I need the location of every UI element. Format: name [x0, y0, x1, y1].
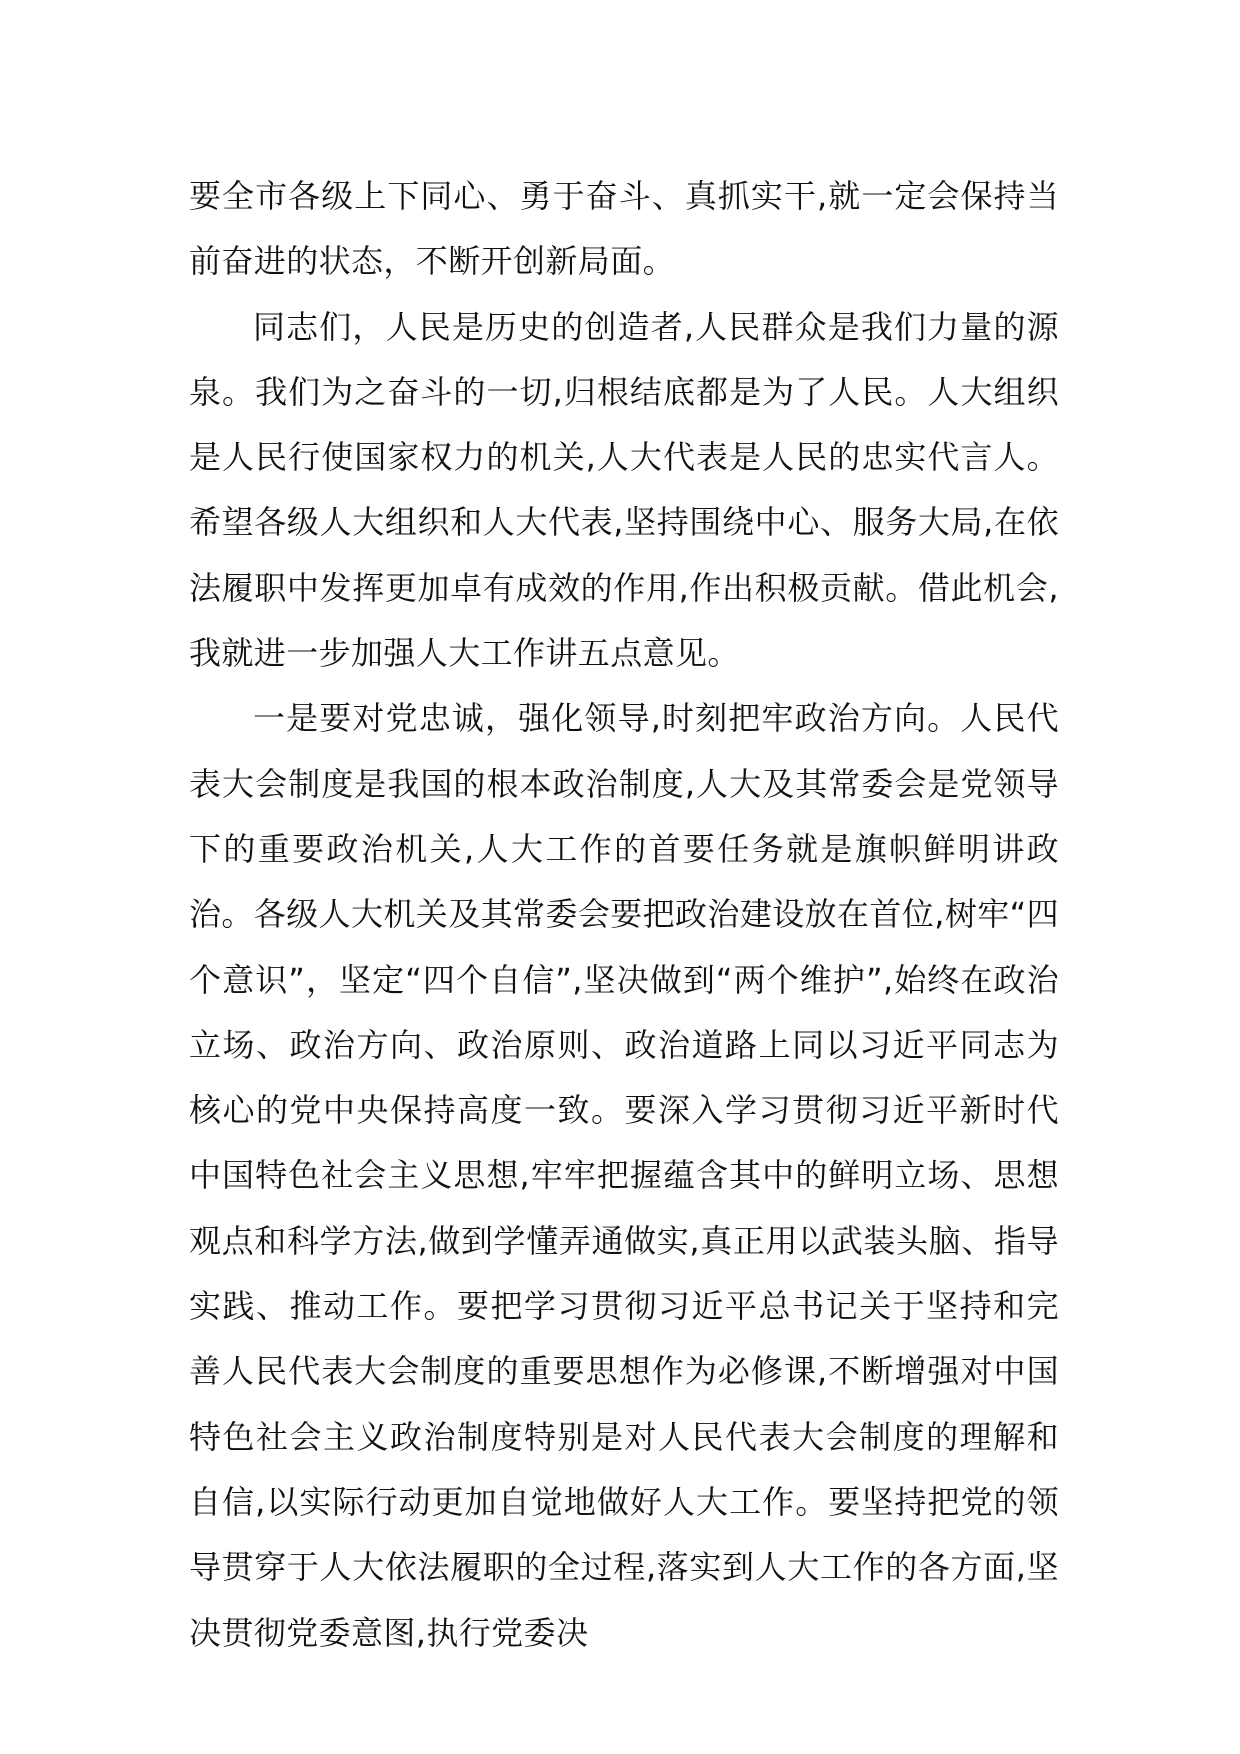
document-body	[189, 164, 1059, 1666]
paragraph-3: 一是要对党忠诚，强化领导,时刻把牢政治方向。人民代表大会制度是我国的根本政治制度,人大及其常委会是党领导下的重要政治机关,人大工作的首要任务就是旗帜鲜明讲政治。各级人大机关及其常委会要把政治建设放在首位,树牢“四个意识”，坚定“四个自信”,坚决做到“两个维护”,始终在政治立场、政治方向、政治原则、政治道路上同以习近平同志为核心的党中央保持高度一致。要深入学习贯彻习近平新时代中国特色社会主义思想,牢牢把握蕴含其中的鲜明立场、思想观点和科学方法,做到学懂弄通做实,真正用以武装头脑、指导实践、推动工作。要把学习贯彻习近平总书记关于坚持和完善人民代表大会制度的重要思想作为必修课,不断增强对中国特色社会主义政治制度特别是对人民代表大会制度的理解和自信,以实际行动更加自觉地做好人大工作。要坚持把党的领导贯穿于人大依法履职的全过程,落实到人大工作的各方面,坚决贯彻党委意图,执行党委决	[189, 699, 1059, 1652]
paragraph-2: 同志们，人民是历史的创造者,人民群众是我们力量的源泉。我们为之奋斗的一切,归根结底都是为了人民。人大组织是人民行使国家权力的机关,人大代表是人民的忠实代言人。希望各级人大组织和人大代表,坚持围绕中心、服务大局,在依法履职中发挥更加卓有成效的作用,作出积极贡献。借此机会,我就进一步加强人大工作讲五点意见。	[189, 307, 1059, 673]
paragraph-1: 要全市各级上下同心、勇于奋斗、真抓实干,就一定会保持当前奋进的状态，不断开创新局面。	[189, 177, 1059, 281]
